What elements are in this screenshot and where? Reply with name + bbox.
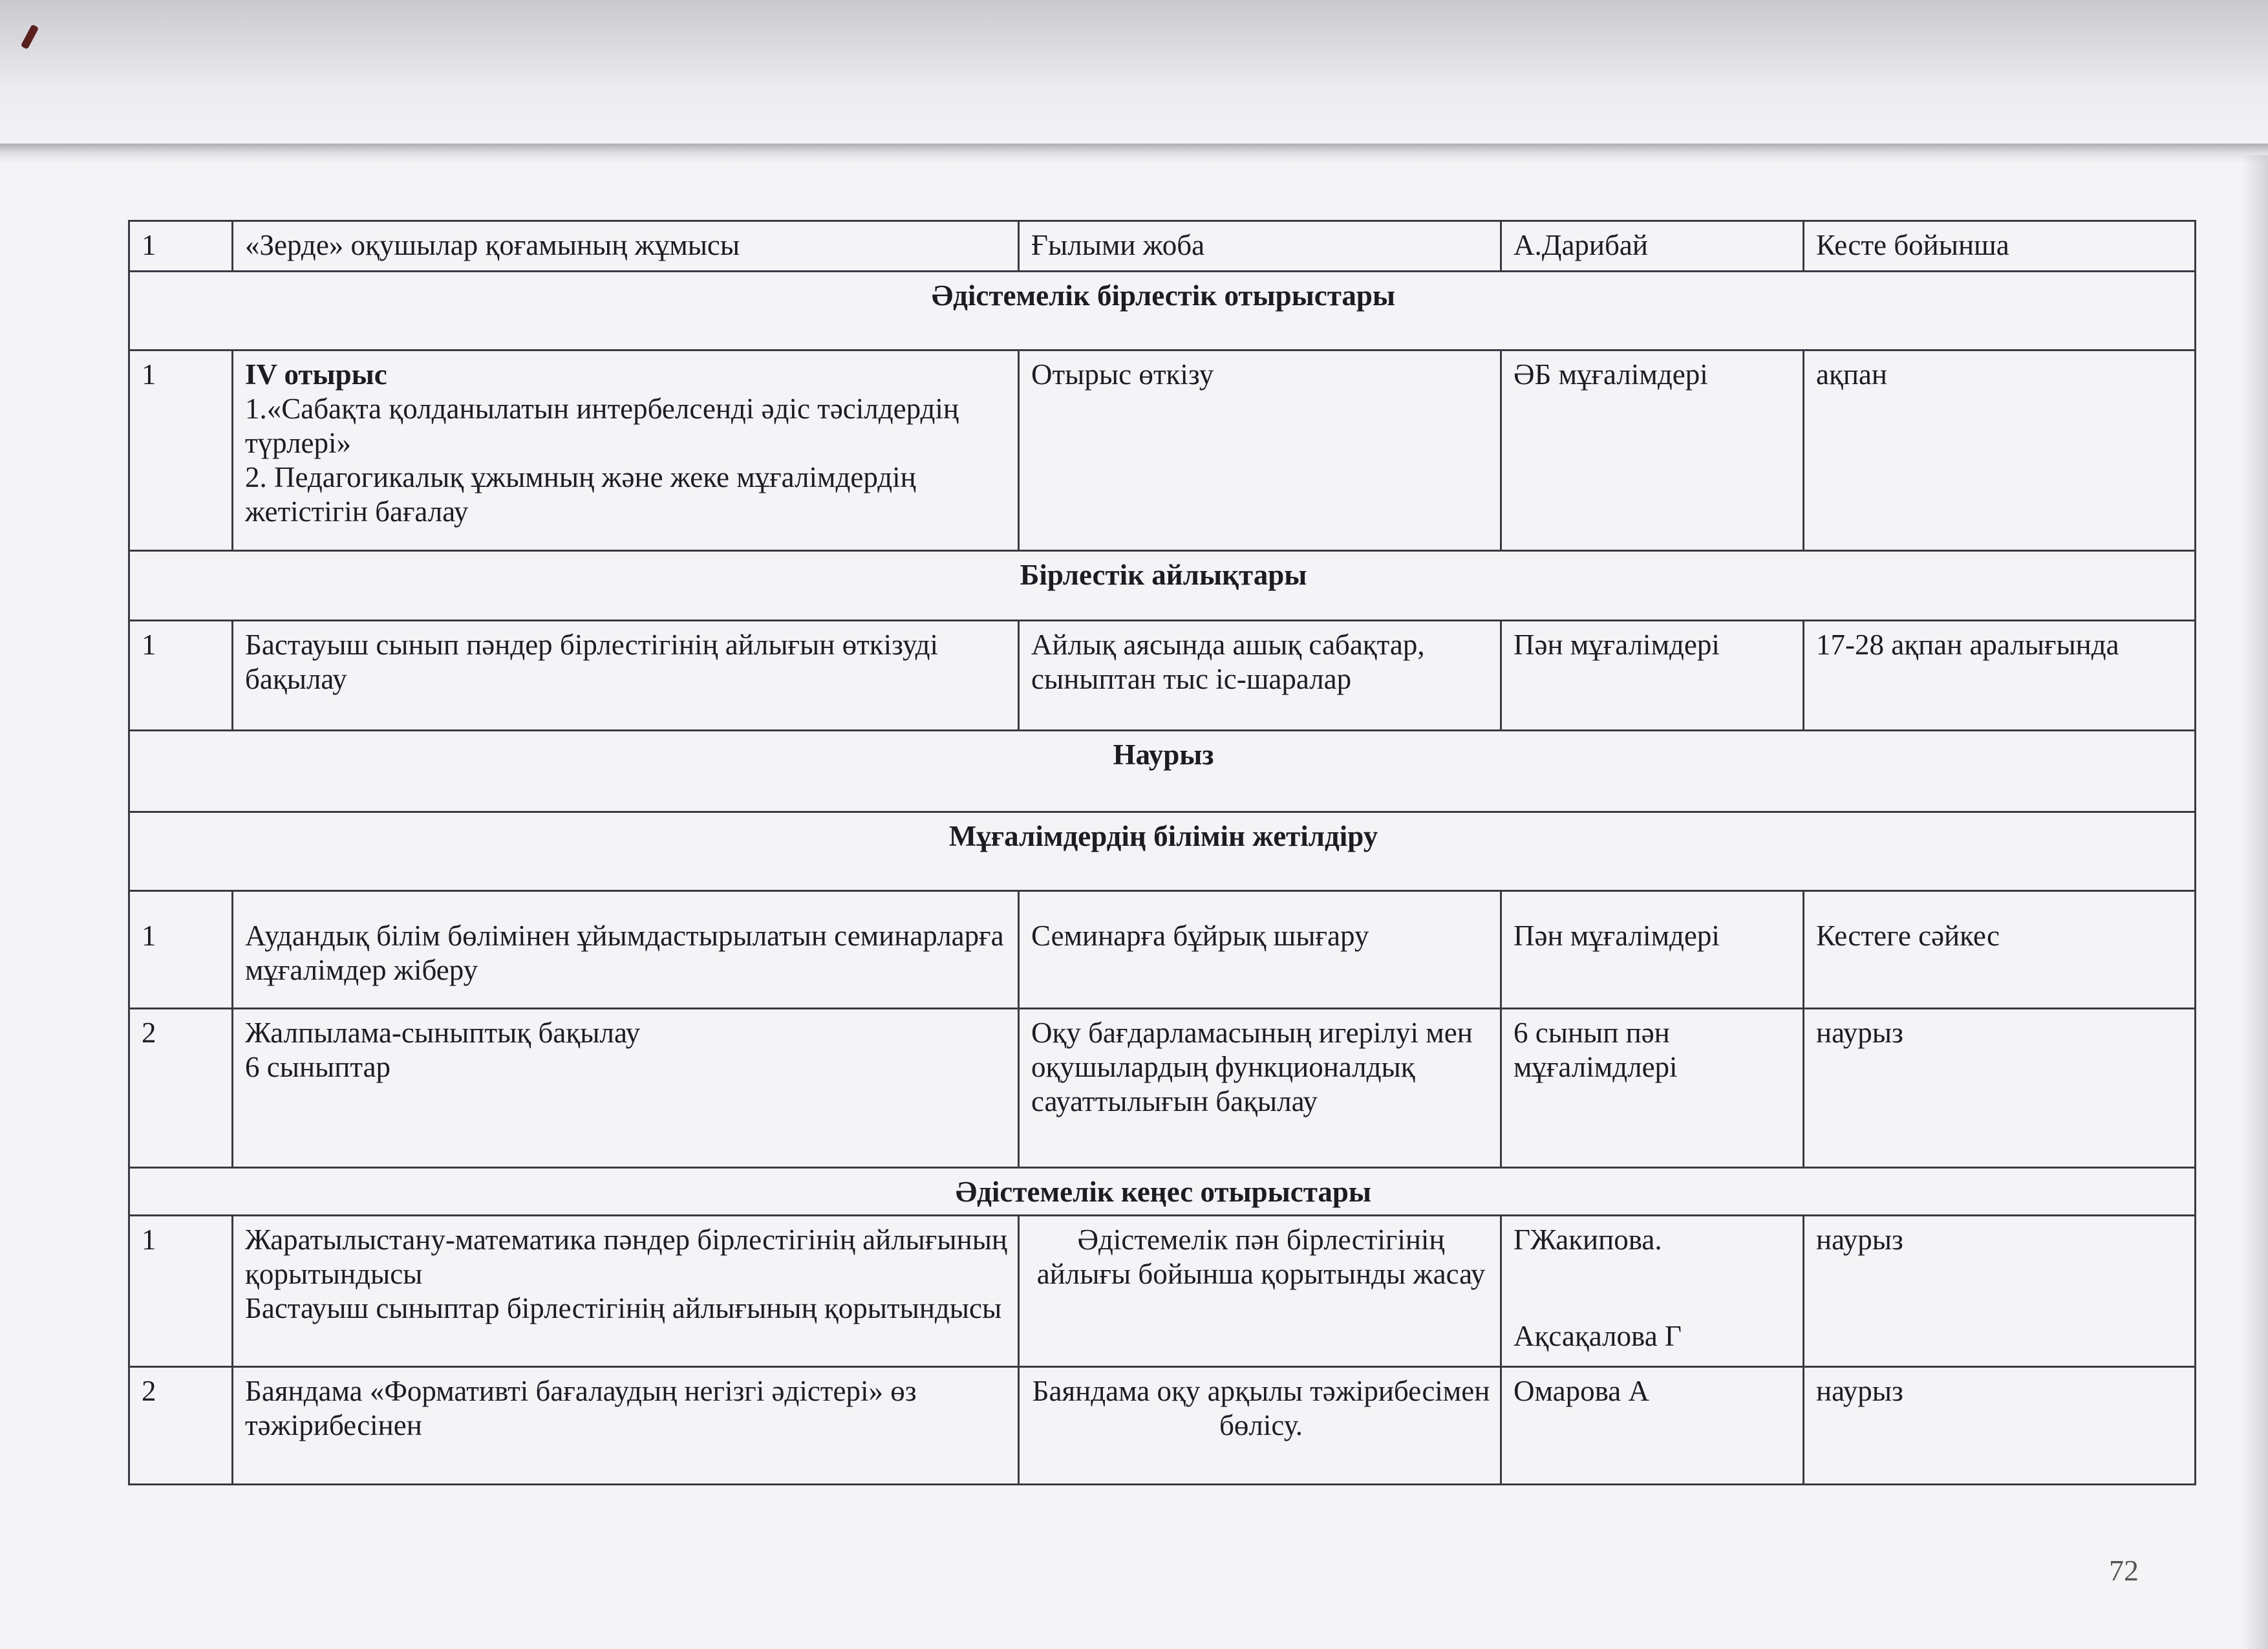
section-heading: Мұғалімдердің білімін жетілдіру xyxy=(129,812,2196,891)
event-cell xyxy=(233,1216,1019,1367)
event-cell: «Зерде» оқушылар қоғамының жұмысы xyxy=(233,221,1019,272)
row-number: 1 xyxy=(129,621,233,731)
deadline-cell: ақпан xyxy=(1804,350,2196,551)
form-cell: Баяндама оқу арқылы тәжірибесімен бөлісу. xyxy=(1019,1367,1501,1485)
form-cell: Әдістемелік пән бірлестігінің айлығы бойынша қорытынды жасау xyxy=(1019,1216,1501,1367)
work-plan-table xyxy=(128,220,2196,1485)
section-heading: Наурыз xyxy=(129,731,2196,812)
row-number: 1 xyxy=(129,221,233,272)
form-cell: Айлық аясында ашық сабақтар, сыныптан тыс іс-шаралар xyxy=(1019,621,1501,731)
deadline-cell: Кесте бойынша xyxy=(1804,221,2196,272)
event-cell: Аудандық білім бөлімінен ұйымдастырылатын семинарларға мұғалімдер жіберу xyxy=(233,891,1019,1009)
responsible-line: Ақсақалова Г xyxy=(1514,1320,1682,1353)
section-heading: Бірлестік айлықтары xyxy=(129,551,2196,621)
table-row xyxy=(129,891,2196,1009)
deadline-cell: наурыз xyxy=(1804,1367,2196,1485)
table-row xyxy=(129,1216,2196,1367)
row-number: 2 xyxy=(129,1367,233,1485)
form-cell: Ғылыми жоба xyxy=(1019,221,1501,272)
table-row xyxy=(129,1009,2196,1168)
section-heading: Әдістемелік кеңес отырыстары xyxy=(129,1168,2196,1216)
deadline-cell: наурыз xyxy=(1804,1009,2196,1168)
event-line: Жалпылама-сыныптық бақылау xyxy=(245,1017,641,1049)
form-cell: Оқу бағдарламасының игерілуі мен оқушылардың функционалдық сауаттылығын бақылау xyxy=(1019,1009,1501,1168)
event-line: Бастауыш сыныптар бірлестігінің айлығының қорытындысы xyxy=(245,1292,1002,1325)
row-number: 1 xyxy=(129,350,233,551)
event-line: 6 сыныптар xyxy=(245,1051,391,1084)
deadline-cell: наурыз xyxy=(1804,1216,2196,1367)
page-number: 72 xyxy=(2109,1554,2139,1587)
responsible-cell: Пән мұғалімдері xyxy=(1501,621,1804,731)
event-cell: Баяндама «Формативті бағалаудың негізгі әдістері» өз тәжірибесінен xyxy=(233,1367,1019,1485)
deadline-cell: 17-28 ақпан аралығында xyxy=(1804,621,2196,731)
scan-shadow-top xyxy=(0,0,2268,162)
row-number: 1 xyxy=(129,891,233,1009)
event-title: IV отырыс xyxy=(245,358,387,391)
table-row xyxy=(129,621,2196,731)
form-cell: Отырыс өткізу xyxy=(1019,350,1501,551)
responsible-line: ГЖакипова. xyxy=(1514,1223,1662,1256)
section-row xyxy=(129,551,2196,621)
table-row xyxy=(129,350,2196,551)
event-cell xyxy=(233,1009,1019,1168)
row-number: 1 xyxy=(129,1216,233,1367)
section-row xyxy=(129,272,2196,350)
responsible-cell xyxy=(1501,1216,1804,1367)
event-cell xyxy=(233,350,1019,551)
table-row xyxy=(129,221,2196,272)
event-line: Жаратылыстану-математика пәндер бірлестігінің айлығының қорытындысы xyxy=(245,1223,1008,1291)
deadline-cell: Кестеге сәйкес xyxy=(1804,891,2196,1009)
section-row xyxy=(129,1168,2196,1216)
responsible-cell: 6 сынып пән мұғалімдлері xyxy=(1501,1009,1804,1168)
responsible-cell: Пән мұғалімдері xyxy=(1501,891,1804,1009)
section-row xyxy=(129,812,2196,891)
row-number: 2 xyxy=(129,1009,233,1168)
responsible-cell: Омарова А xyxy=(1501,1367,1804,1485)
scan-shadow-right xyxy=(2242,155,2268,1649)
form-cell: Семинарға бұйрық шығару xyxy=(1019,891,1501,1009)
responsible-cell: ӘБ мұғалімдері xyxy=(1501,350,1804,551)
responsible-cell: А.Дарибай xyxy=(1501,221,1804,272)
table-row xyxy=(129,1367,2196,1485)
event-cell: Бастауыш сынып пәндер бірлестігінің айлығын өткізуді бақылау xyxy=(233,621,1019,731)
scan-fold-line xyxy=(0,144,2268,163)
section-row xyxy=(129,731,2196,812)
event-line: 2. Педагогикалық ұжымның және жеке мұғалімдердің жетістігін бағалау xyxy=(245,461,916,528)
event-line: 1.«Сабақта қолданылатын интербелсенді әдіс тәсілдердің түрлері» xyxy=(245,393,959,460)
section-heading: Әдістемелік бірлестік отырыстары xyxy=(129,272,2196,350)
